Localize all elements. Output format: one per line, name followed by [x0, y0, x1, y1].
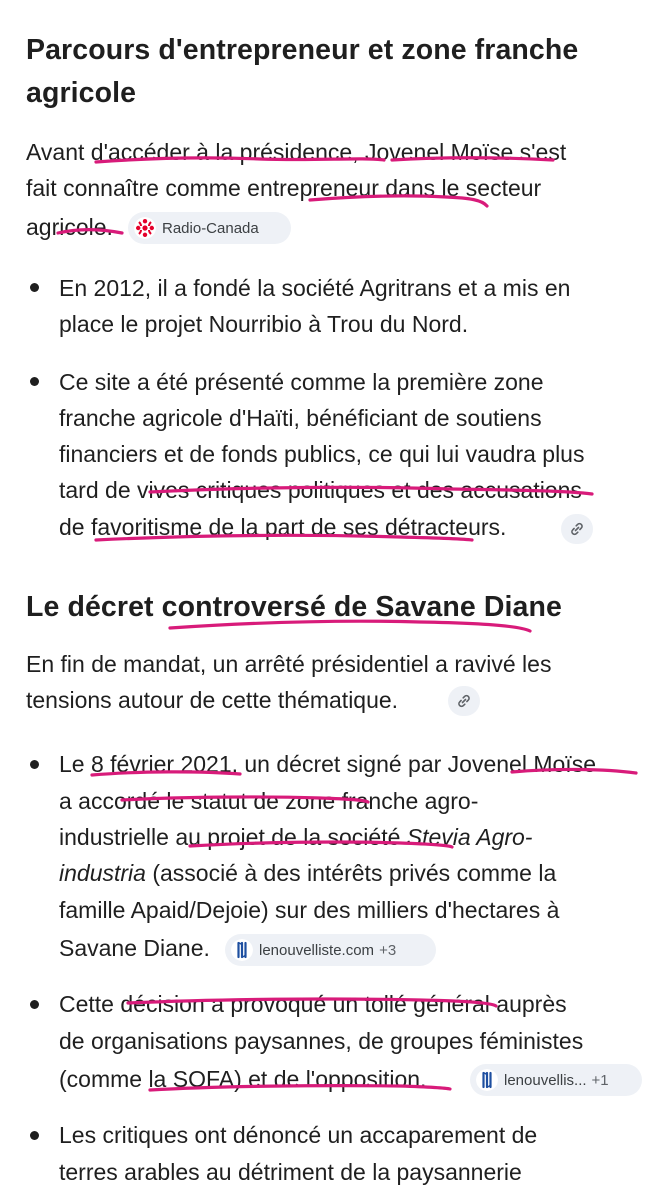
link-icon [569, 521, 585, 537]
bullet-marker [30, 1000, 39, 1009]
bullet-marker [30, 283, 39, 292]
list-item-line: terres arables au détriment de la paysannerie [59, 1159, 522, 1185]
list-item-line: (comme la SOFA) et de l'opposition. [59, 1066, 427, 1092]
section-heading-entrepreneur: Parcours d'entrepreneur et zone franche [26, 34, 579, 66]
bullet-marker [30, 1131, 39, 1140]
intro-text-line: Avant d'accéder à la présidence, Jovenel Moïse s'est [26, 139, 567, 165]
list-item-line: famille Apaid/Dejoie) sur des milliers d'hectares à [59, 897, 560, 923]
list-item-line: place le projet Nourribio à Trou du Nord. [59, 311, 469, 337]
section-heading-savane-diane: Le décret controversé de Savane Diane [26, 591, 562, 623]
list-item-line: Les critiques ont dénoncé un accaparement de [59, 1122, 538, 1148]
source-chip-label: Radio-Canada [162, 219, 259, 237]
source-chip-count: +3 [379, 941, 397, 959]
list-item-line: a accordé le statut de zone franche agro- [59, 788, 479, 814]
list-item-line [59, 860, 556, 887]
company-name-italic: industria [59, 860, 146, 886]
list-item-text: (associé à des intérêts privés comme la [145, 860, 557, 886]
list-item-line [59, 824, 532, 851]
list-item-line: Savane Diane. [59, 935, 210, 961]
link-icon [456, 693, 472, 709]
list-item-line: financiers et de fonds publics, ce qui lui vaudra plus [59, 441, 585, 467]
source-chip-label: lenouvelliste.com [259, 941, 375, 959]
list-item-line: Le 8 février 2021, un décret signé par Jovenel Moïse [59, 751, 596, 777]
section-heading-entrepreneur-line2: agricole [26, 77, 137, 109]
intro-text-line: fait connaître comme entrepreneur dans le secteur [26, 175, 542, 201]
list-item-line: Ce site a été présenté comme la première zone [59, 369, 544, 395]
radio-canada-logo-icon [134, 217, 156, 239]
list-item-line: de organisations paysannes, de groupes féministes [59, 1028, 584, 1054]
bullet-marker [30, 760, 39, 769]
bullet-marker [30, 377, 39, 386]
list-item-line: Cette décision a provoqué un tollé général auprès [59, 991, 567, 1017]
source-chip-count: +1 [591, 1071, 609, 1089]
lenouvelliste-logo-icon [231, 939, 253, 961]
list-item-line: de favoritisme de la part de ses détracteurs. [59, 514, 507, 540]
list-item-line: tard de vives critiques politiques et des accusations [59, 477, 582, 503]
citation-link-button[interactable] [561, 514, 593, 544]
source-chip-label: lenouvellis... [504, 1071, 587, 1089]
list-item-line: En 2012, il a fondé la société Agritrans et a mis en [59, 275, 571, 301]
lenouvelliste-logo-icon [476, 1069, 498, 1091]
citation-link-button[interactable] [448, 686, 480, 716]
intro-text-line: agricole. [26, 214, 113, 240]
list-item-line: franche agricole d'Haïti, bénéficiant de soutiens [59, 405, 542, 431]
intro-text-line: tensions autour de cette thématique. [26, 687, 399, 713]
list-item-text: industrielle au projet de la société [59, 824, 407, 850]
company-name-italic: Stevia Agro- [406, 824, 533, 850]
source-chip-radio-canada[interactable] [128, 212, 291, 244]
source-chip-lenouvelliste[interactable] [225, 934, 436, 966]
scroll-fade [0, 1188, 666, 1200]
intro-text-line: En fin de mandat, un arrêté présidentiel a ravivé les [26, 651, 552, 677]
source-chip-lenouvelliste[interactable] [470, 1064, 642, 1096]
